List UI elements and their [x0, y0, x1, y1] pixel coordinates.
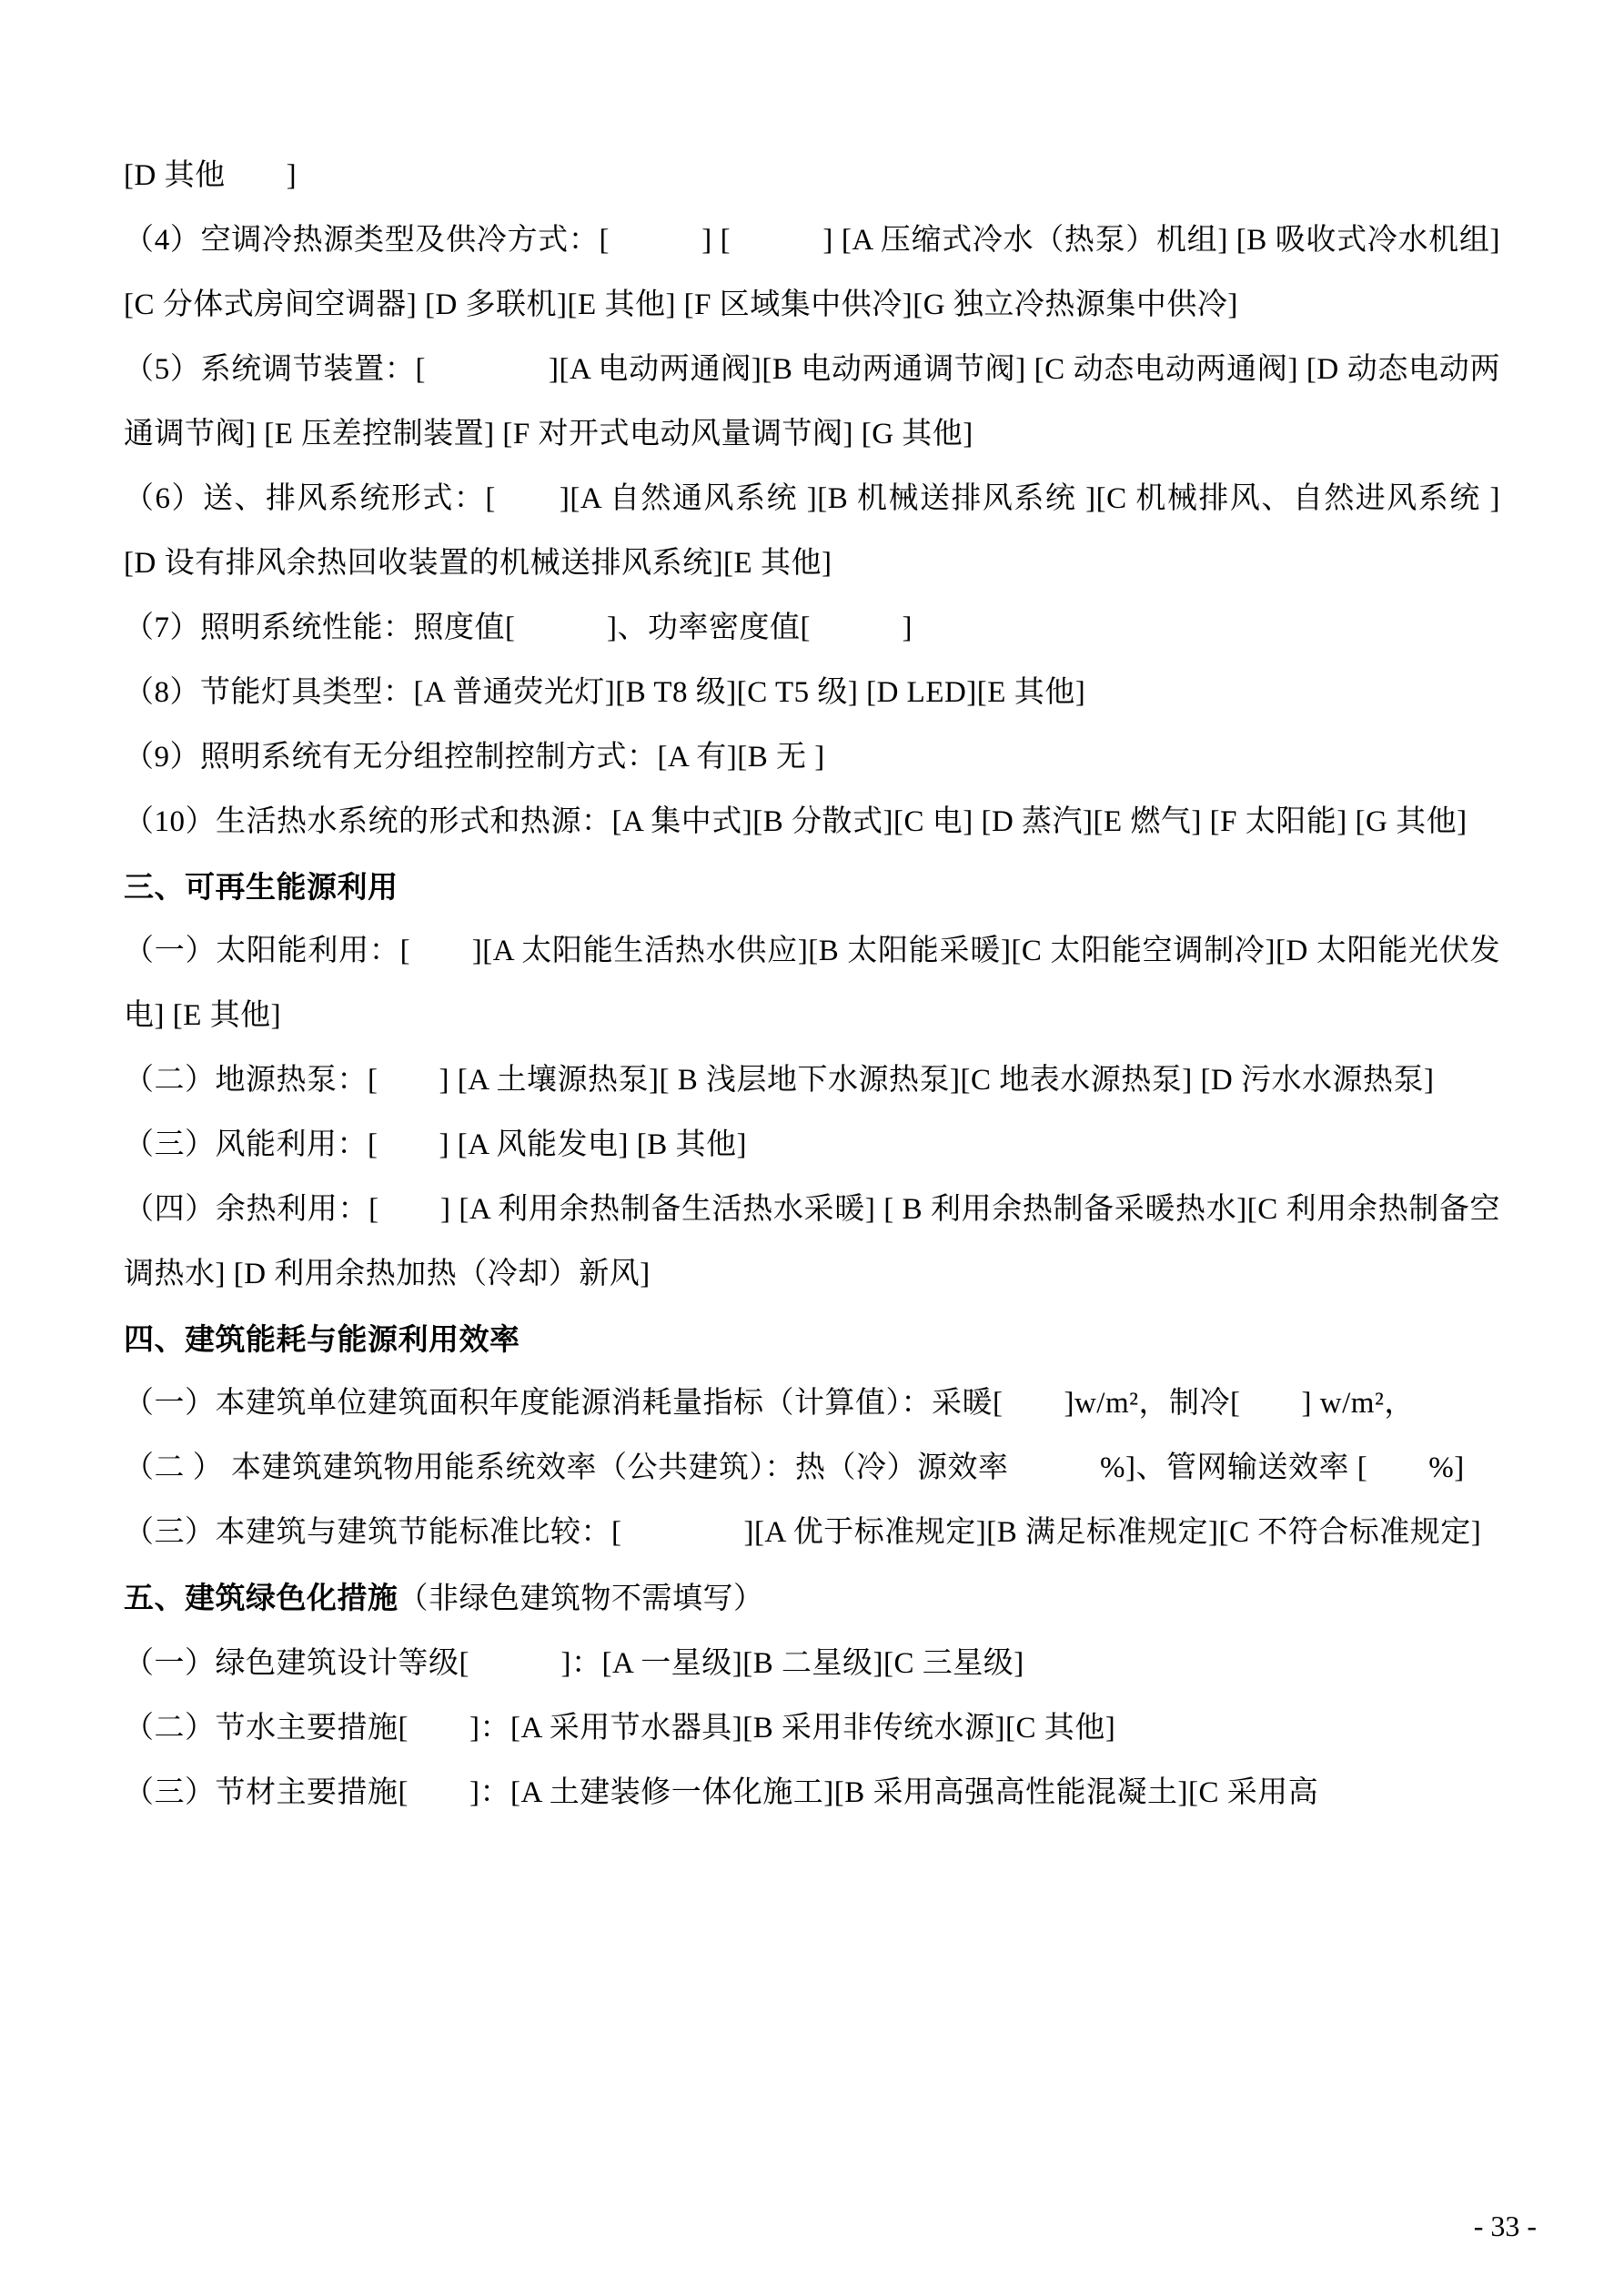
item-water-saving-measures: （二）节水主要措施[ ]：[A 采用节水器具][B 采用非传统水源][C 其他] [124, 1712, 1116, 1745]
item-6-ventilation-system-type: （6）送、排风系统形式：[ ][A 自然通风系统 ][B 机械送排风系统 ][C 机械排风、自然进风系统 ] [D 设有排风余热回收装置的机械送排风系统][E 其他] [124, 482, 1500, 580]
item-ground-source-heat-pump: （二）地源热泵：[ ] [A 土壤源热泵][ B 浅层地下水源热泵][C 地表水源热泵] [D 污水水源热泵] [124, 1064, 1435, 1097]
item-7-lighting-performance: （7）照明系统性能：照度值[ ]、功率密度值[ ] [124, 612, 913, 644]
item-10-hot-water-system: （10）生活热水系统的形式和热源：[A 集中式][B 分散式][C 电] [D 蒸汽][E 燃气] [F 太阳能] [G 其他] [124, 805, 1468, 838]
item-wind-energy-use: （三）风能利用：[ ] [A 风能发电] [B 其他] [124, 1128, 747, 1161]
item-material-saving-measures: （三）节材主要措施[ ]：[A 土建装修一体化施工][B 采用高强高性能混凝土][C 采用高 [124, 1776, 1319, 1809]
item-solar-energy-use: （一）太阳能利用：[ ][A 太阳能生活热水供应][B 太阳能采暖][C 太阳能空调制冷][D 太阳能光伏发电] [E 其他] [124, 935, 1500, 1032]
item-8-energy-saving-lamp-type: （8）节能灯具类型：[A 普通荧光灯][B T8 级][C T5 级] [D LED][E 其他] [124, 676, 1086, 709]
line-item-d-other: [D 其他 ] [124, 159, 298, 192]
section-5-heading-green-building [124, 1565, 1500, 1632]
page-number: - 33 - [1473, 2210, 1537, 2242]
item-energy-system-efficiency: （二 ） 本建筑建筑物用能系统效率（公共建筑）：热（冷）源效率 %]、管网输送效率 [ %] [124, 1451, 1465, 1484]
item-waste-heat-use: （四）余热利用：[ ] [A 利用余热制备生活热水采暖] [ B 利用余热制备采暖热水][C 利用余热制备空调热水] [D 利用余热加热（冷却）新风] [124, 1193, 1500, 1290]
item-9-lighting-group-control: （9）照明系统有无分组控制控制方式：[A 有][B 无 ] [124, 741, 825, 774]
item-green-design-grade: （一）绿色建筑设计等级[ ]：[A 一星级][B 二星级][C 三星级] [124, 1647, 1024, 1680]
section-5-heading-title: 五、建筑绿色化措施 [124, 1581, 398, 1614]
item-4-hvac-cooling-source: （4）空调冷热源类型及供冷方式：[ ] [ ] [A 压缩式冷水（热泵）机组] [B 吸收式冷水机组] [C 分体式房间空调器] [D 多联机][E 其他] [F 区域集中供冷][G 独立冷热源集中供冷] [124, 224, 1500, 321]
section-3-heading-renewable-energy: 三、可再生能源利用 [124, 870, 398, 904]
item-5-system-regulation-device: （5）系统调节装置：[ ][A 电动两通阀][B 电动两通调节阀] [C 动态电动两通阀] [D 动态电动两通调节阀] [E 压差控制装置] [F 对开式电动风量调节阀] [G 其他] [124, 353, 1500, 450]
section-5-heading-note: （非绿色建筑物不需填写） [398, 1583, 764, 1615]
item-standard-comparison: （三）本建筑与建筑节能标准比较：[ ][A 优于标准规定][B 满足标准规定][C 不符合标准规定] [124, 1516, 1482, 1549]
section-4-heading-energy-consumption: 四、建筑能耗与能源利用效率 [124, 1322, 520, 1356]
item-annual-energy-consumption-index: （一）本建筑单位建筑面积年度能源消耗量指标（计算值）：采暖[ ]w/m²，制冷[ ] w/m²， [124, 1387, 1415, 1420]
